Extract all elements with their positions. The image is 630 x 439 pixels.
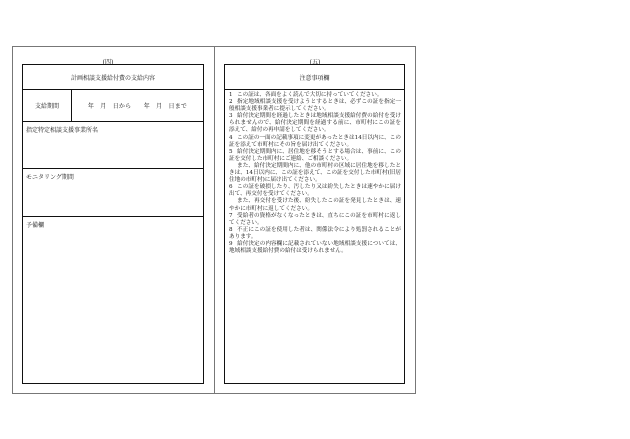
- list-item: [229, 149, 401, 163]
- list-item: [229, 163, 401, 184]
- fold-line: [214, 46, 215, 394]
- list-item: [229, 241, 401, 255]
- monitoring-period-label: モニタリング期間: [26, 174, 74, 181]
- item-number: 1: [229, 92, 233, 98]
- item-text: また、給付決定期間内に、他の市町村の区域に居住地を移したときは、14日以内に、この証を添えて、この証を交付した市町村(旧居住地の市町村)に届け出てください。: [229, 162, 401, 184]
- right-panel-heading: (五): [309, 59, 321, 66]
- item-number: 3: [229, 113, 233, 120]
- list-item: [229, 99, 401, 113]
- list-item: [229, 198, 401, 212]
- item-number: 7: [229, 212, 233, 219]
- item-text: 給付決定の内容欄に記載されていない地域相談支援については、地域相談支援給付費の給付は受けられません。: [229, 240, 401, 255]
- item-number: 2: [229, 99, 233, 106]
- list-item: [229, 227, 401, 241]
- notes-list: [229, 92, 401, 255]
- list-item: [229, 213, 401, 227]
- item-number: 9: [229, 240, 233, 247]
- item-number: 6: [229, 184, 233, 191]
- item-text: 指定地域相談支援を受けようとするときは、必ずこの証を指定一般相談支援事業者に提示してください。: [229, 99, 401, 113]
- item-text: また、再交付を受けた後、紛失したこの証を発見したときは、速やかに市町村に返してください。: [229, 198, 401, 212]
- left-panel-heading: (四): [102, 59, 114, 66]
- payment-period-label: 支給期間: [23, 90, 72, 121]
- item-text: この証は、各面をよく読んで大切に持っていてください。: [237, 92, 383, 98]
- item-text: この証の一面の記載事項に変更があったときは14日以内に、この証を添えて市町村にその旨を届け出てください。: [229, 134, 401, 148]
- notes-title: 注意事項欄: [225, 65, 404, 90]
- designated-office-section: [23, 122, 203, 169]
- list-item: [229, 135, 401, 149]
- benefit-content-table: [22, 64, 204, 384]
- item-text: この証を破損したり、汚したり又は紛失したときは速やかに届け出て、再交付を受けてください。: [229, 184, 401, 198]
- item-number: 5: [229, 148, 233, 155]
- item-text: 受給者の資格がなくなったときは、直ちにこの証を市町村に返してください。: [229, 212, 401, 226]
- reserve-section: [23, 217, 203, 383]
- reserve-label: 予備欄: [26, 222, 45, 229]
- payment-period-row: [23, 90, 203, 122]
- item-number: 4: [229, 134, 233, 141]
- list-item: [229, 113, 401, 134]
- payment-period-value: 年 月 日から 年 月 日まで: [87, 103, 188, 110]
- list-item: [229, 184, 401, 198]
- item-text: 不正にこの証を使用した者は、関係法令により処罰されることがあります。: [229, 226, 401, 240]
- benefit-content-title: 計画相談支援給付費の支給内容: [23, 65, 203, 90]
- designated-office-label: 指定特定相談支援事業所名: [26, 127, 99, 134]
- item-number: 8: [229, 226, 233, 233]
- monitoring-period-section: [23, 169, 203, 217]
- item-text: 給付決定期間内に、居住地を移そうとする場合は、事前に、この証を交付した市町村にご連絡、ご相談ください。: [229, 148, 401, 162]
- notes-table: [224, 64, 405, 384]
- item-text: 給付決定期間を経過したときは地域相談支援給付費の給付を受けられませんので、給付決定期間を経過する前に、市町村にこの証を添えて、給付の再申請をしてください。: [229, 113, 401, 134]
